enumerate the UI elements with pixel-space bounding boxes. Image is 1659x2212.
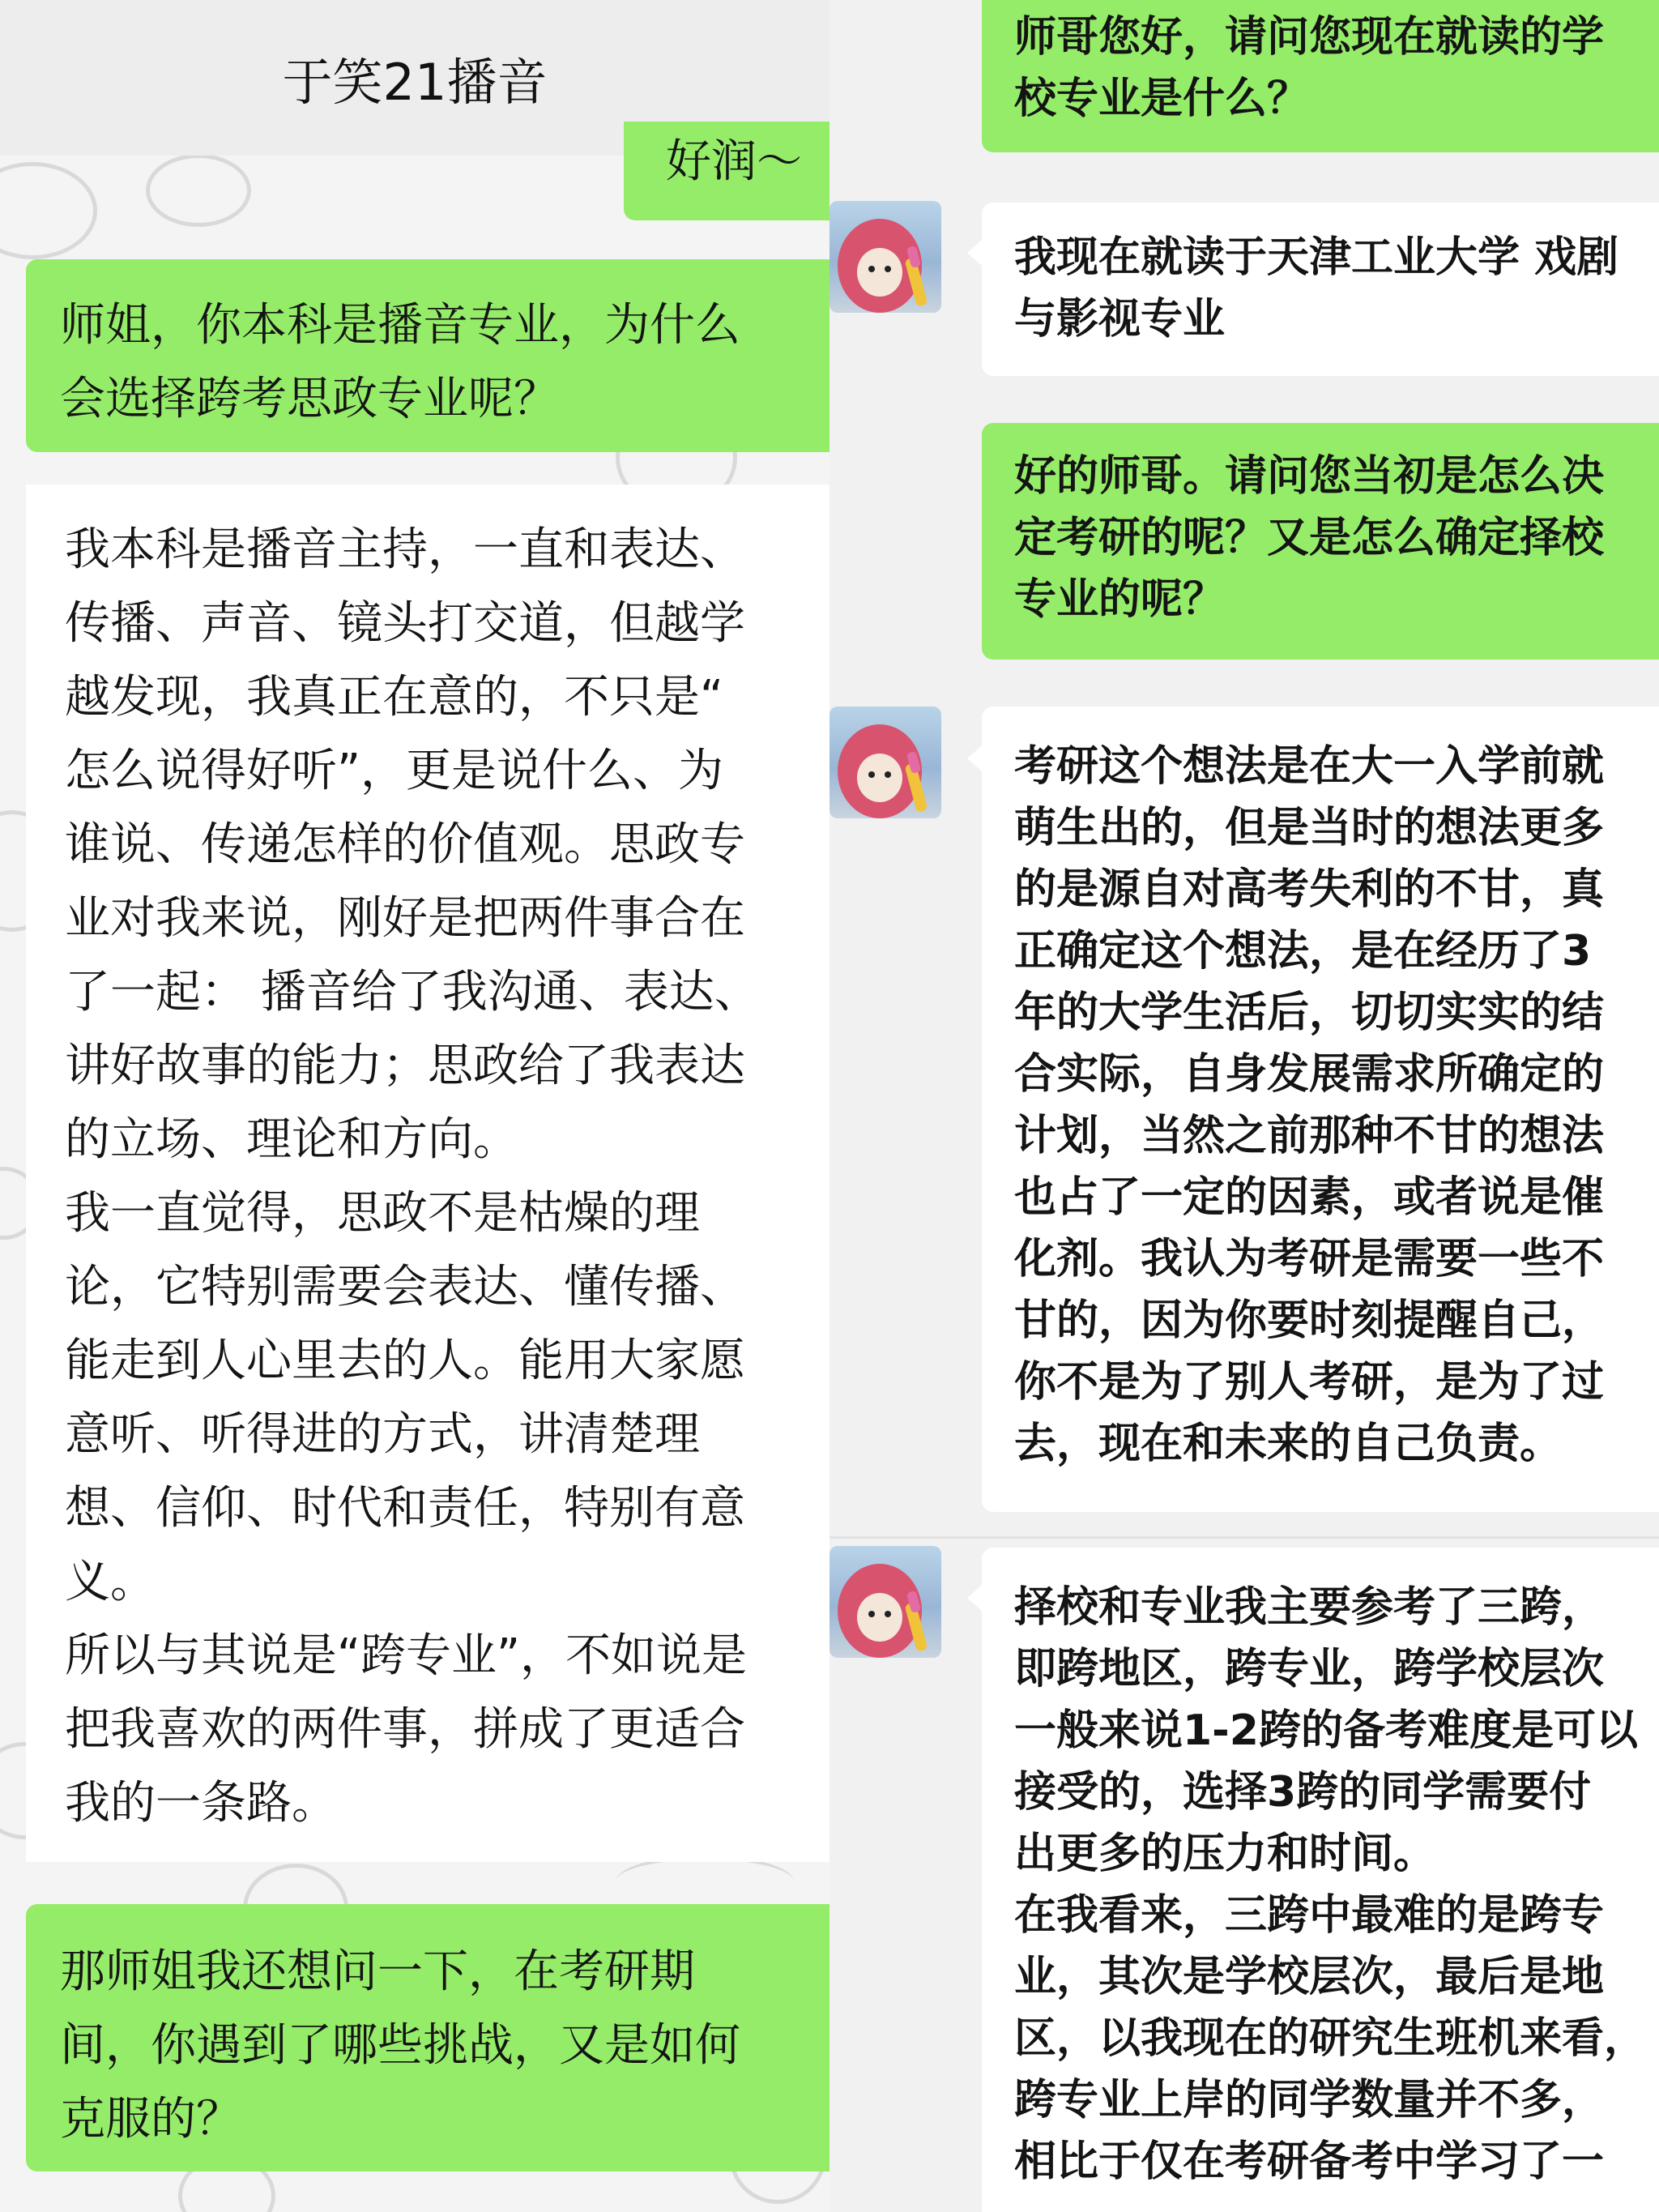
- message-line: 意听、听得进的方式，讲清楚理: [65, 1408, 700, 1461]
- bubble-tail: [967, 745, 982, 771]
- cat-in-pink-hood-avatar[interactable]: [830, 1546, 941, 1658]
- message-line: 我一直觉得，思政不是枯燥的理: [65, 1187, 700, 1240]
- message-line: 会选择跨考思政专业呢？: [60, 373, 559, 425]
- sent-message-bubble[interactable]: [26, 1904, 830, 2171]
- message-line: 谁说、传递怎样的价值观。思政专: [65, 818, 745, 871]
- message-line: 考研这个想法是在大一入学前就: [1014, 742, 1605, 791]
- message-line: 的是源自对高考失利的不甘，真: [1014, 865, 1605, 914]
- message-line: 甘的，因为你要时刻提醒自己，: [1014, 1296, 1605, 1345]
- message-line: 择校和专业我主要参考了三跨，: [1014, 1583, 1605, 1632]
- avatar-icon: [830, 1546, 941, 1658]
- message-line: 与影视专业: [1014, 295, 1226, 344]
- bubble-tail: [967, 1585, 982, 1611]
- sent-message-bubble[interactable]: [982, 0, 1659, 152]
- chat-title: 于笑21播音: [282, 52, 548, 112]
- message-line: 计划，当然之前那种不甘的想法: [1014, 1112, 1605, 1160]
- received-message-bubble[interactable]: [982, 707, 1659, 1512]
- cat-in-pink-hood-avatar[interactable]: [830, 201, 941, 313]
- message-line: 所以与其说是“跨专业”，不如说是: [65, 1629, 748, 1682]
- message-line: 去，现在和未来的自己负责。: [1014, 1420, 1563, 1468]
- message-line: 师哥您好，请问您现在就读的学: [1014, 13, 1605, 62]
- message-line: 那师姐我还想问一下，在考研期: [60, 1945, 695, 1998]
- message-line: 传播、声音、镜头打交道，但越学: [65, 597, 745, 650]
- message-line: 我的一条路。: [65, 1777, 337, 1830]
- message-line: 接受的，选择3跨的同学需要付: [1014, 1768, 1592, 1817]
- message-text: 好润～: [666, 135, 802, 188]
- message-line: 越发现，我真正在意的，不只是“: [65, 671, 724, 724]
- message-line: 间，你遇到了哪些挑战，又是如何: [60, 2019, 740, 2072]
- message-line: 定考研的呢？又是怎么确定择校: [1014, 514, 1605, 562]
- message-line: 萌生出的，但是当时的想法更多: [1014, 804, 1605, 852]
- sent-message-bubble[interactable]: [982, 423, 1659, 660]
- message-line: 在我看来，三跨中最难的是跨专: [1014, 1891, 1605, 1940]
- wallpaper-doodle: [0, 162, 97, 259]
- message-line: 正确定这个想法，是在经历了3: [1014, 927, 1592, 976]
- bubble-tail: [967, 240, 982, 266]
- message-line: 区，以我现在的研究生班机来看，: [1014, 2014, 1647, 2063]
- message-line: 合实际，自身发展需求所确定的: [1014, 1050, 1605, 1099]
- sent-message-bubble[interactable]: [26, 259, 830, 452]
- message-line: 的立场、理论和方向。: [65, 1113, 518, 1166]
- wallpaper-doodle: [616, 1855, 794, 1908]
- right-chat-screenshot: [830, 0, 1659, 2212]
- wallpaper-doodle: [146, 154, 251, 227]
- message-line: 化剂。我认为考研是需要一些不: [1014, 1235, 1605, 1283]
- message-line: 也占了一定的因素，或者说是催: [1014, 1173, 1605, 1222]
- message-line: 一般来说1-2跨的备考难度是可以: [1014, 1706, 1638, 1755]
- message-line: 专业的呢？: [1014, 575, 1226, 624]
- message-line: 克服的？: [60, 2093, 241, 2146]
- received-message-bubble[interactable]: [982, 203, 1659, 376]
- cat-in-pink-hood-avatar[interactable]: [830, 707, 941, 818]
- message-line: 跨专业上岸的同学数量并不多，: [1014, 2076, 1605, 2124]
- message-line: 业对我来说，刚好是把两件事合在: [65, 892, 745, 945]
- message-line: 讲好故事的能力；思政给了我表达: [65, 1040, 745, 1092]
- received-message-bubble[interactable]: [26, 485, 830, 1862]
- message-line: 即跨地区，跨专业，跨学校层次: [1014, 1645, 1605, 1693]
- message-line: 我现在就读于天津工业大学 戏剧: [1014, 233, 1619, 282]
- avatar-icon: [830, 707, 941, 818]
- message-line: 义。: [65, 1556, 156, 1608]
- message-line: 能走到人心里去的人。能用大家愿: [65, 1334, 745, 1387]
- message-line: 校专业是什么？: [1014, 75, 1310, 123]
- message-line: 论，它特别需要会表达、懂传播、: [65, 1261, 745, 1313]
- received-message-bubble[interactable]: [982, 1548, 1659, 2212]
- message-line: 相比于仅在考研备考中学习了一: [1014, 2137, 1605, 2186]
- message-line: 了一起： 播音给了我沟通、表达、: [65, 966, 760, 1018]
- message-line: 把我喜欢的两件事，拼成了更适合: [65, 1703, 745, 1756]
- sent-message-bubble[interactable]: [624, 122, 830, 220]
- avatar-icon: [830, 201, 941, 313]
- message-divider: [830, 1536, 1659, 1539]
- message-line: 出更多的压力和时间。: [1014, 1830, 1436, 1878]
- message-line: 师姐，你本科是播音专业，为什么: [60, 299, 740, 352]
- message-line: 想、信仰、时代和责任，特别有意: [65, 1482, 745, 1535]
- message-line: 怎么说得好听”，更是说什么、为: [65, 745, 724, 797]
- message-line: 我本科是播音主持，一直和表达、: [65, 523, 745, 576]
- message-line: 年的大学生活后，切切实实的结: [1014, 989, 1605, 1037]
- message-line: 你不是为了别人考研，是为了过: [1014, 1358, 1605, 1407]
- message-line: 好的师哥。请问您当初是怎么决: [1014, 452, 1605, 501]
- message-line: 业，其次是学校层次，最后是地: [1014, 1953, 1605, 2001]
